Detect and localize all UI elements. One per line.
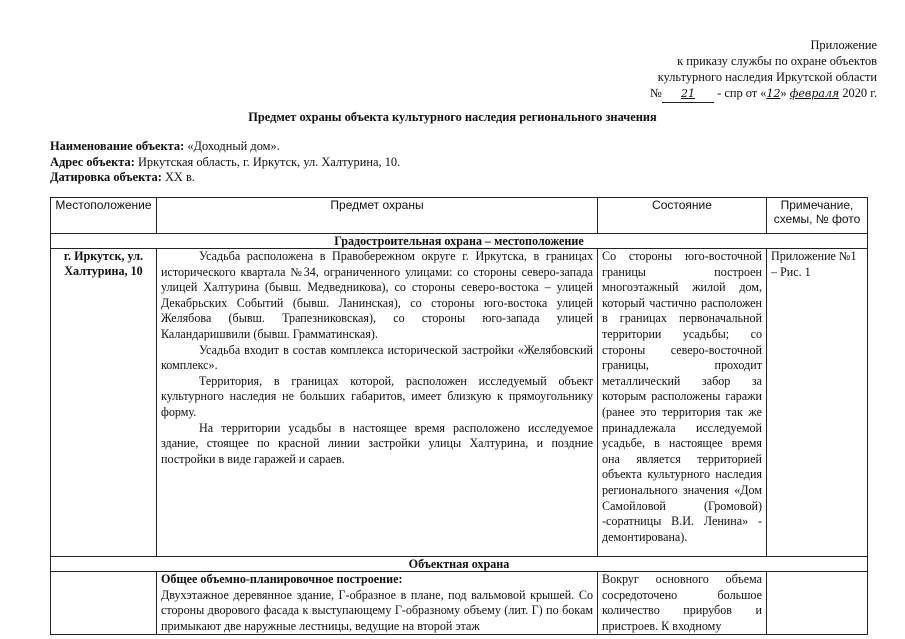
object-date-row	[50, 170, 400, 186]
order-mid-text: - спр от «	[717, 86, 767, 100]
state-cell: Со стороны юго-восточной границы построен многоэтажный жилой дом, который частично расположен в границах первоначальной территории усадьбы; со стороны северо-восточной границы, проходит металлический забор за которым расположены гаражи (ранее это территория так же принадлежала исследуемой усадьбе, в настоящее время она является территорией объекта культурного наследия регионального значения «Дом Самойловой (Громовой) -соратницы В.И. Ленина» - демонтирована).	[598, 249, 767, 557]
quote-close: »	[780, 86, 787, 100]
object-meta	[50, 139, 400, 186]
state-cell: Вокруг основного объема сосредоточено большое количество прирубов и пристроев. К входному	[598, 572, 767, 635]
appendix-service-line: культурного наследия Иркутской области	[657, 70, 877, 84]
object-address-row	[50, 155, 400, 171]
subject-paragraph: Усадьба расположена в Правобережном округе г. Иркутска, в границах исторического квартала №34, ограниченного улицами: со стороны северо-запада улицей Халтурина (бывш. Медведникова), со стороны северо-востока – улицей Декабрьских Событий (бывш. Ланинская), со стороны юго-востока улицей Желябова (бывш. Трапезниковская), со стороны юго-запада улицей Каландаришвили (бывш. Грамматинская).	[161, 249, 593, 341]
header-note: Примечание, схемы, № фото	[767, 198, 868, 234]
document-title: Предмет охраны объекта культурного наследия регионального значения	[248, 110, 657, 124]
location-cell: г. Иркутск, ул. Халтурина, 10	[51, 249, 157, 557]
table-row	[51, 572, 868, 635]
object-name-value: «Доходный дом».	[187, 139, 280, 153]
appendix-order-line: к приказу службы по охране объектов	[677, 54, 877, 68]
appendix-block	[650, 37, 877, 103]
subject-cell	[157, 572, 598, 635]
section-title-urban: Градостроительная охрана – местоположение	[51, 234, 868, 249]
object-address-value: Иркутская область, г. Иркутск, ул. Халтурина, 10.	[137, 154, 401, 169]
table-header-row	[51, 198, 868, 234]
object-name-row	[50, 139, 400, 155]
header-state: Состояние	[598, 198, 767, 234]
subject-text: Двухэтажное деревянное здание, Г-образное в плане, под вальмовой крышей. Со стороны дворового фасада к выступающему Г-образному объему (лит. Г) по бокам примыкают две наружные лестницы, ведущие на второй этаж	[161, 587, 593, 633]
order-month: февраля	[789, 87, 840, 100]
header-location: Местоположение	[51, 198, 157, 234]
appendix-title: Приложение	[810, 38, 877, 52]
table-row	[51, 249, 868, 557]
header-subject: Предмет охраны	[157, 198, 598, 234]
section-row-urban	[51, 234, 868, 249]
object-name-label: Наименование объекта:	[50, 139, 185, 153]
section-row-object	[51, 557, 868, 572]
order-year: 2020 г.	[842, 86, 877, 100]
subject-paragraph: На территории усадьбы в настоящее время расположено исследуемое здание, стоящее по красной линии застройки улицы Халтурина, и поздние постройки в виде гаражей и сараев.	[161, 420, 593, 466]
order-number: 21	[680, 87, 695, 100]
order-day: 12	[766, 87, 781, 100]
subject-subheading: Общее объемно-планировочное построение:	[161, 572, 403, 586]
number-sign: №	[650, 86, 662, 100]
protection-table	[50, 197, 868, 635]
appendix-number-line	[650, 85, 877, 103]
order-number-field	[662, 85, 714, 103]
note-cell: Приложение №1 – Рис. 1	[767, 249, 868, 557]
subject-paragraph: Территория, в границах которой, расположен исследуемый объект культурного наследия не больших габаритов, имеет близкую к прямоугольнику форму.	[161, 373, 593, 419]
subject-paragraph: Усадьба входит в состав комплекса исторической застройки «Желябовский комплекс».	[161, 342, 593, 373]
object-date-label: Датировка объекта:	[50, 170, 162, 184]
note-cell-empty	[767, 572, 868, 635]
subject-cell	[157, 249, 598, 557]
object-date-value: XX в.	[164, 170, 195, 184]
section-title-object: Объектная охрана	[51, 557, 868, 572]
location-cell-empty	[51, 572, 157, 635]
object-address-label: Адрес объекта:	[50, 154, 135, 169]
